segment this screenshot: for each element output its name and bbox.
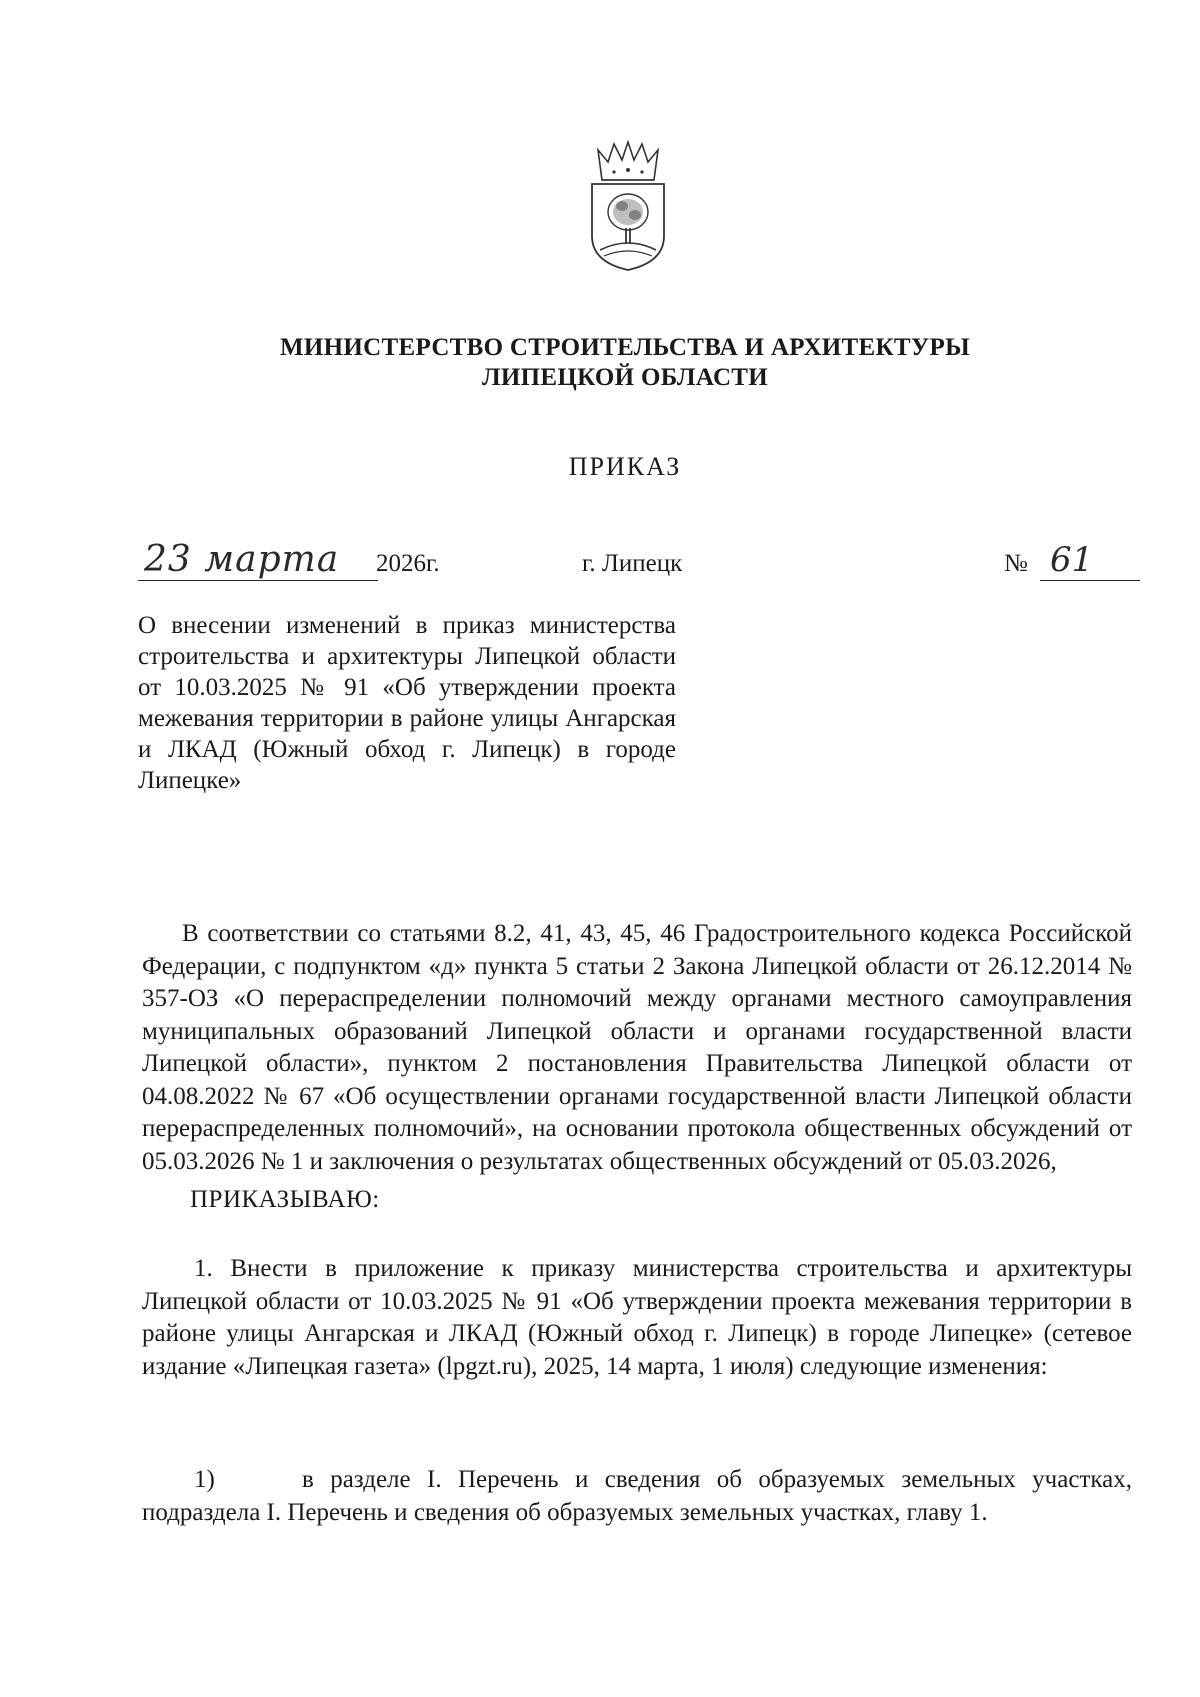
date-number-row <box>0 540 1200 590</box>
ministry-title-line2: ЛИПЕЦКОЙ ОБЛАСТИ <box>481 364 769 391</box>
preamble-paragraph: В соответствии со статьями 8.2, 41, 43, 45, 46 Градостроительного кодекса Российской Федерации, с подпунктом «д» пункта 5 статьи 2 Закона Липецкой области от 26.12.2014 № 357-ОЗ «О перераспределении полномочий между органами местного самоуправления муниципальных образований Липецкой области и органами государственной власти Липецкой области», пунктом 2 постановления Правительства Липецкой области от 04.08.2022 № 67 «Об осуществлении органами государственной власти Липецкой области перераспределенных полномочий», на основании протокола общественных обсуждений от 05.03.2026 № 1 и заключения о результатах общественных обсуждений от 05.03.2026, <box>142 920 1132 1175</box>
subitem-1-label: 1) <box>194 1466 215 1493</box>
document-type: ПРИКАЗ <box>568 452 682 481</box>
handwritten-date: 23 марта <box>138 540 378 581</box>
item-1-paragraph: 1. Внести в приложение к приказу министерства строительства и архитектуры Липецкой области от 10.03.2025 № 91 «Об утверждении проекта межевания территории в районе улицы Ангарская и ЛКАД (Южный обход г. Липецк) в городе Липецке» (сетевое издание «Липецкая газета» (lpgzt.ru), 2025, 14 марта, 1 июля) следующие изменения: <box>142 1255 1132 1380</box>
date-year: 2026г. <box>376 550 440 577</box>
ministry-title <box>0 333 1200 393</box>
coat-of-arms-icon <box>584 140 672 272</box>
subitem-1-text: в разделе I. Перечень и сведения об образуемых земельных участках, подраздела I. Перечень и сведения об образуемых земельных участках, главу 1. <box>142 1466 1132 1526</box>
handwritten-number: 61 <box>1040 540 1140 581</box>
city: г. Липецк <box>582 550 683 577</box>
decree-word: ПРИКАЗЫВАЮ: <box>190 1186 380 1213</box>
subitem-1-paragraph <box>142 1464 1132 1529</box>
ministry-title-line1: МИНИСТЕРСТВО СТРОИТЕЛЬСТВА И АРХИТЕКТУРЫ <box>280 334 970 361</box>
document-subject: О внесении изменений в приказ министерства строительства и архитектуры Липецкой области от 10.03.2025 № 91 «Об утверждении проекта межевания территории в районе улицы Ангарская и ЛКАД (Южный обход г. Липецк) в городе Липецке» <box>138 612 676 794</box>
number-sign: № <box>1004 550 1028 577</box>
